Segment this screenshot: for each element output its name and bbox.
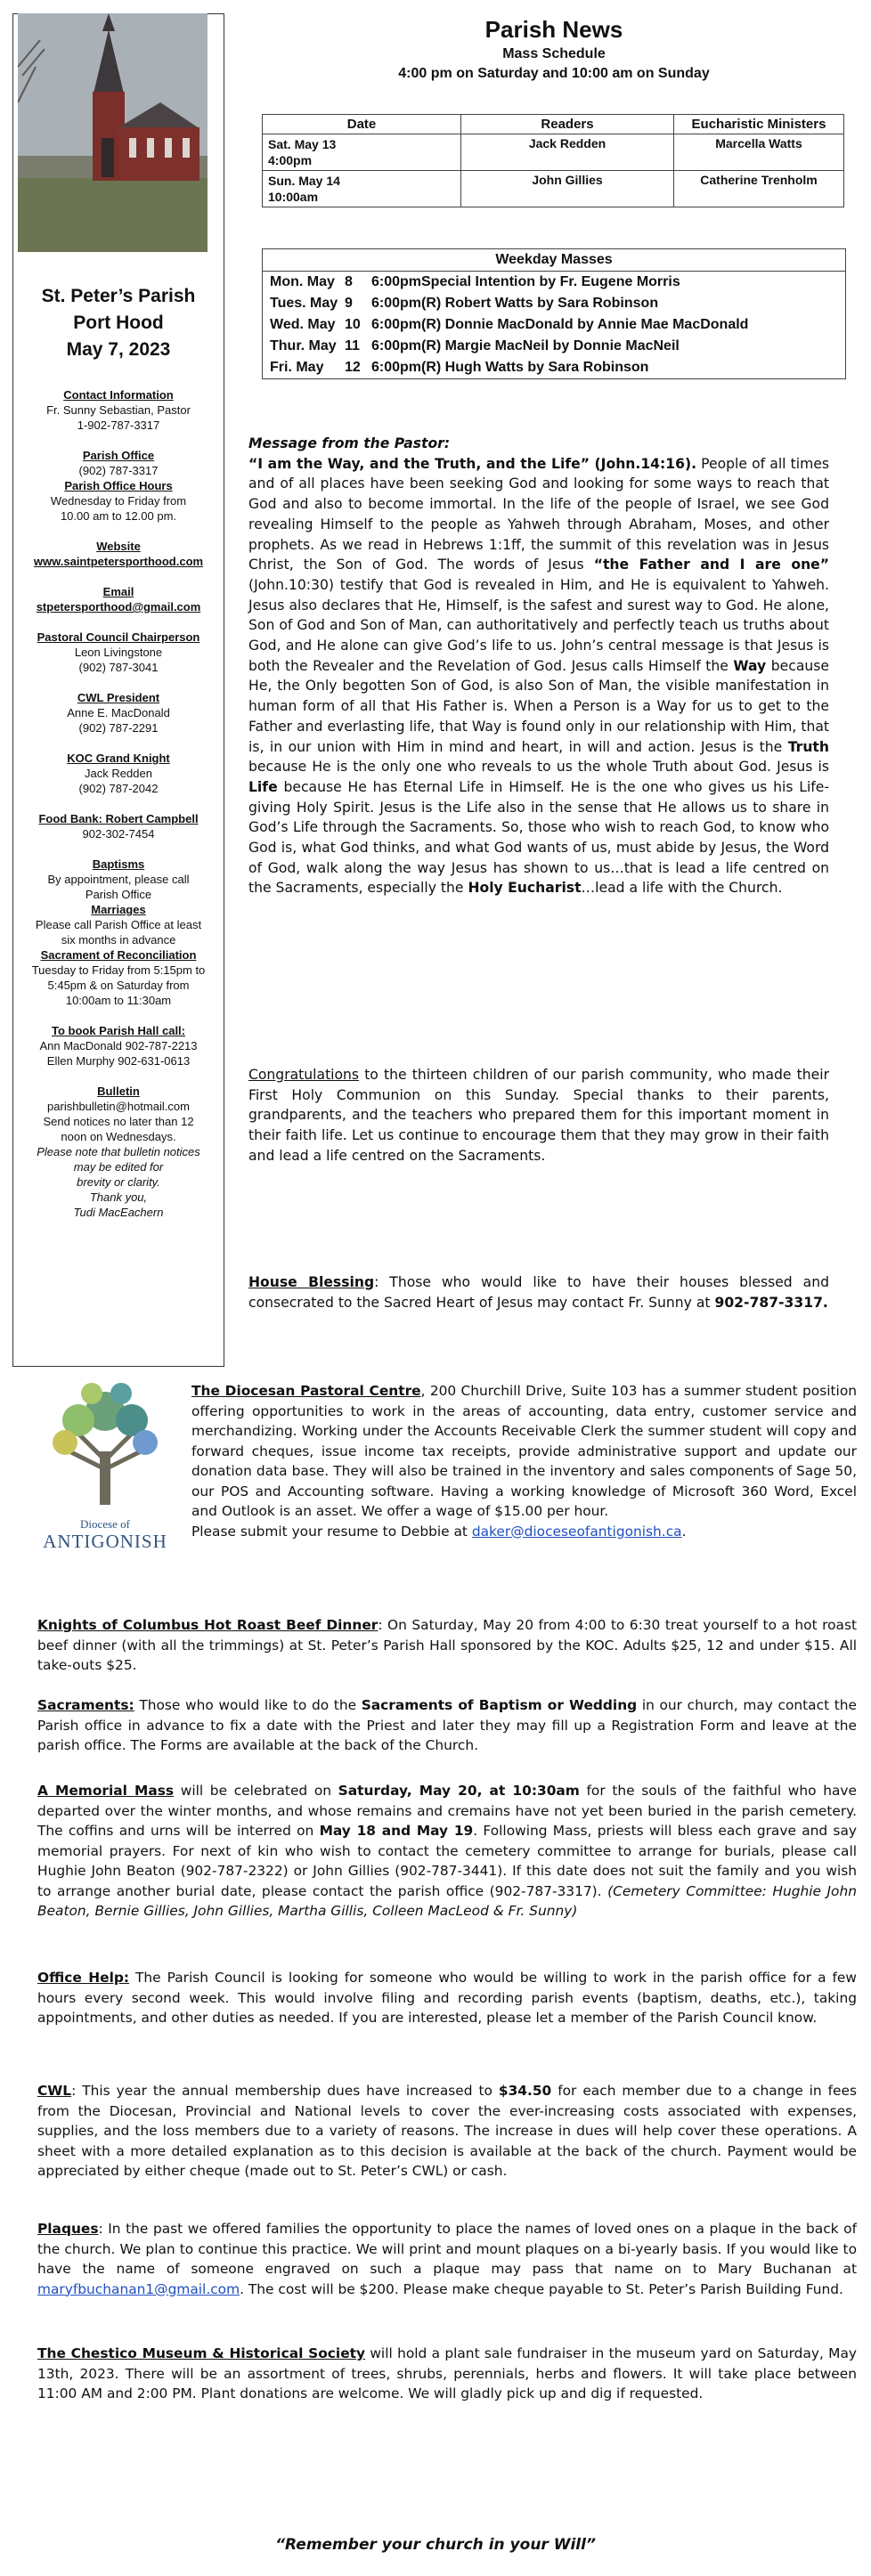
hall-line: Ellen Murphy 902-631-0613 bbox=[46, 1054, 191, 1068]
sacraments-notice: Sacraments: Those who would like to do the Sacraments of Baptism or Wedding in our church, may contact the Parish office in advance to fix a date with the Priest and later they may fill up a Registration Form and leave at the parish office. The Forms are available at the back of the Church. bbox=[37, 1697, 857, 1753]
hall-heading: To book Parish Hall call: bbox=[51, 1024, 185, 1037]
bulletin-date: May 7, 2023 bbox=[66, 339, 171, 360]
museum-notice: The Chestico Museum & Historical Society will hold a plant sale fundraiser in the museum yard on Saturday, May 13th, 2023. There will be an assortment of trees, shrubs, perennials, herbs and flowers. It will take place between 11:00 AM and 2:00 PM. Plant donations are welcome. We will gladly pick up and dig if requested. bbox=[37, 2345, 857, 2401]
foodbank-phone: 902-302-7454 bbox=[82, 827, 155, 841]
reconciliation-line: Tuesday to Friday from 5:15pm to bbox=[31, 963, 206, 977]
church-image bbox=[18, 13, 208, 252]
plaques-notice: Plaques: In the past we offered families the opportunity to place the names of loved ones on a plaque in the back of the church. We plan to continue this practice. We will print and mount plaques on a bi-yearly basis. If you would like to have the name of someone engraved on such a plaque may pass that name on to Mary Buchanan at maryfbuchanan1@gmail.com. The cost will be $200. Please make cheque payable to St. Peter’s Parish Building Fund. bbox=[37, 2221, 857, 2297]
council-heading: Pastoral Council Chairperson bbox=[37, 630, 200, 644]
cwl-heading-main: CWL bbox=[37, 2083, 72, 2099]
bulletin-line: Send notices no later than 12 bbox=[43, 1115, 194, 1128]
office-help-notice: Office Help: The Parish Council is looking for someone who would be willing to work in the parish office for a few hours every second week. This would involve filing and recording parish events (baptism, deaths, etc.), taking appointments, and other duties as needed. If you are interested, please let a member of the Parish Council know. bbox=[37, 1970, 857, 2026]
footer-quote: “Remember your church in your Will” bbox=[275, 2536, 596, 2554]
tree-logo-icon bbox=[34, 1380, 176, 1514]
hours-line: Wednesday to Friday from bbox=[50, 494, 187, 508]
diocese-logo bbox=[34, 1380, 176, 1554]
table-row bbox=[263, 134, 844, 171]
minister-cell: Marcella Watts bbox=[674, 134, 844, 171]
minister-cell: Catherine Trenholm bbox=[674, 171, 844, 207]
office-help-heading: Office Help: bbox=[37, 1970, 130, 1986]
marriages-line: Please call Parish Office at least bbox=[35, 918, 202, 931]
bulletin-note: may be edited for bbox=[73, 1160, 164, 1174]
koc-heading: KOC Grand Knight bbox=[67, 752, 170, 765]
diocesan-email-link[interactable]: daker@dioceseofantigonish.ca bbox=[471, 1523, 682, 1540]
list-item: Mon. May 8 6:00pm Special Intention by Fr. Eugene Morris bbox=[270, 274, 680, 289]
website-heading: Website bbox=[96, 540, 141, 553]
bulletin-line: parishbulletin@hotmail.com bbox=[47, 1100, 190, 1113]
logo-line-1: Diocese of bbox=[80, 1517, 130, 1531]
council-line: Leon Livingstone bbox=[74, 646, 163, 659]
baptisms-line: Parish Office bbox=[85, 888, 152, 901]
foodbank-heading: Food Bank: Robert Campbell bbox=[38, 812, 199, 825]
koc-dinner-text: : On Saturday, May 20 from 4:00 to 6:30 treat yourself to a hot roast beef dinner (with all the trimmings) at St. Peter’s Parish Hall sponsored by the KOC. Adults $25, 12 and under $15. All take-outs $25. bbox=[37, 1617, 858, 1673]
pastor-body: “I am the Way, and the Truth, and the Life” (John.14:16). People of all times and of all places have been seeking God and looking for some ways to reach that God and also to become immortal. In the life of the people of Israel, we see God revealing Himself to the people as Yahweh through Abraham, Moses, and other prophets. As we read in Hebrews 1:1ff, the summit of this revelation was in Jesus Christ, the Son of God. The words of Jesus “the Father and I are one” (John.10:30) testify that God is revealed in Him, and He is equivalent to Yahweh. Jesus also declares that He, Himself, is the safest and surest way to God. He alone, Son of God and Son of Man, can authoritatively and perfectly teach us truths about God, and He alone can give God’s life to us. John’s central message is that Jesus is both the Revealer and the Revelation of God. Jesus calls Himself the Way because He, the Only begotten Son of God, is also Son of Man, the visible manifestation in human form of all that His Father is. When a Person is a Way for us to get to the Father and everlasting life, that Way is found only in our relationship with Him, that is, in our union with Him in mind and heart, in will and action. Jesus is the Truth because He is the only one who reveals to us the whole Truth about God. Jesus is Life because He has Eternal Life in Himself. He is the one who gives us his Life-giving Holy Spirit. Jesus is the Life also in the sense that He allows us to share in God’s Life through the Sacraments. So, those who wish to reach God, to know who God is, what God thinks, and what God wants of us, must abide by Jesus, the Word of God, walk along the way Jesus has shown to us…that is lead a life centred on the Sacraments, especially the Holy Eucharist…lead a life with the Church. bbox=[248, 455, 830, 897]
website-link[interactable]: www.saintpetersporthood.com bbox=[33, 555, 204, 568]
list-item: Thur. May 11 6:00pm (R) Margie MacNeil by Donnie MacNeil bbox=[270, 338, 680, 353]
column-header: Date bbox=[263, 115, 461, 134]
column-header: Readers bbox=[461, 115, 674, 134]
cwl-line: Anne E. MacDonald bbox=[67, 706, 170, 719]
koc-dinner-heading: Knights of Columbus Hot Roast Beef Dinner bbox=[37, 1617, 379, 1633]
marriages-heading: Marriages bbox=[91, 903, 146, 916]
bulletin-note: brevity or clarity. bbox=[77, 1175, 160, 1189]
memorial-mass-notice: A Memorial Mass will be celebrated on Saturday, May 20, at 10:30am for the souls of the faithful who have departed over the winter months, and whose remains and cremains have not yet been buried in the parish cemetery. The coffins and urns will be interred on May 18 and May 19. Following Mass, priests will bless each grave and say memorial prayers. For next of kin who wish to contact the cemetery committee to arrange for burials, please call Hughie John Beaton (902-787-2322) or John Gillies (902-787-3441). If this date does not suit the family and you wish to arrange another burial date, please contact the parish office (902-787-3317). (Cemetery Committee: Hughie John Beaton, Bernie Gillies, John Gillies, Martha Gillis, Colleen MacLeod & Fr. Sunny) bbox=[37, 1783, 857, 1919]
logo-line-2: ANTIGONISH bbox=[43, 1531, 167, 1552]
church-photo bbox=[18, 13, 208, 252]
blessing-text: : Those who would like to have their houses blessed and consecrated to the Sacred Heart of Jesus may contact Fr. Sunny at bbox=[248, 1274, 829, 1311]
office-heading: Parish Office bbox=[82, 449, 155, 462]
hours-heading: Parish Office Hours bbox=[64, 479, 173, 492]
column-header: Eucharistic Ministers bbox=[674, 115, 844, 134]
readers-header-row bbox=[263, 115, 844, 134]
cwl-notice: CWL: This year the annual membership dues have increased to $34.50 for each member due to a change in fees from the Diocesan, Provincial and National levels to cover the ever-increasing costs associated with expenses, supplies, and the loss members due to a variety of reasons. The increase in dues will help cover these operations. A sheet with a more detailed explanation as to this decision is available at the back of the church. Payment would be appreciated by either cheque (made out to St. Peter’s CWL) or cash. bbox=[37, 2083, 857, 2179]
diocesan-text: , 200 Churchill Drive, Suite 103 has a summer student position offering opportunities to work in the areas of accounting, data entry, customer service and merchandizing. Working under the Accounts Receivable Clerk the summer student will copy and forward cheques, issue income tax receipts, provide administrative support and update our donation data base. They will also be trained in the inventory and sales components of Sage 50, our POS and Accounting software. Having a working knowledge of Microsoft 360 Word, Excel and Outlook is an asset. We offer a wage of $15.00 per hour. bbox=[191, 1383, 857, 1519]
mass-times: 4:00 pm on Saturday and 10:00 am on Sunday bbox=[398, 66, 710, 81]
mass-schedule-heading: Mass Schedule bbox=[502, 46, 606, 61]
koc-line: (902) 787-2042 bbox=[78, 782, 159, 795]
weekday-heading: Weekday Masses bbox=[263, 249, 845, 272]
reconciliation-heading: Sacrament of Reconciliation bbox=[40, 948, 197, 962]
sidebar-contacts bbox=[12, 387, 224, 1220]
cwl-line: (902) 787-2291 bbox=[78, 721, 159, 735]
congrats-heading: Congratulations bbox=[248, 1067, 360, 1083]
reader-cell: Jack Redden bbox=[461, 134, 674, 171]
contact-line: Fr. Sunny Sebastian, Pastor bbox=[46, 403, 191, 417]
list-item: Tues. May 9 6:00pm (R) Robert Watts by Sara Robinson bbox=[270, 296, 659, 311]
table-row bbox=[263, 171, 844, 207]
blessing-heading: House Blessing bbox=[248, 1274, 375, 1290]
parish-name: St. Peter’s Parish bbox=[41, 286, 196, 306]
contact-line: 1-902-787-3317 bbox=[77, 418, 160, 432]
list-item: Fri. May 12 6:00pm (R) Hugh Watts by Sara Robinson bbox=[270, 360, 649, 375]
bulletin-heading: Bulletin bbox=[97, 1085, 140, 1098]
sacraments-heading: Sacraments: bbox=[37, 1697, 134, 1713]
pastor-message bbox=[248, 434, 829, 898]
bulletin-note: Tudi MacEachern bbox=[73, 1206, 164, 1219]
hours-line: 10.00 am to 12.00 pm. bbox=[60, 509, 177, 523]
reconciliation-line: 5:45pm & on Saturday from bbox=[47, 979, 190, 992]
cwl-heading: CWL President bbox=[77, 691, 160, 704]
memorial-heading: A Memorial Mass bbox=[37, 1783, 175, 1799]
parish-town: Port Hood bbox=[73, 313, 164, 333]
bulletin-note: Please note that bulletin notices bbox=[37, 1145, 200, 1158]
email-heading: Email bbox=[102, 585, 134, 598]
list-item: Wed. May 10 6:00pm (R) Donnie MacDonald by Annie Mae MacDonald bbox=[270, 317, 749, 332]
diocesan-notice: The Diocesan Pastoral Centre, 200 Churchill Drive, Suite 103 has a summer student position offering opportunities to work in the areas of accounting, data entry, customer service and merchandizing. Working under the Accounts Receivable Clerk the summer student will copy and forward cheques, issue income tax receipts, provide administrative support and update our donation data base. They will also be trained in the inventory and sales components of Sage 50, our POS and Accounting software. Having a working knowledge of Microsoft 360 Word, Excel and Outlook is an asset. We offer a wage of $15.00 per hour. Please submit your resume to Debbie at daker@dioceseofantigonish.ca. bbox=[191, 1383, 857, 1540]
page-header bbox=[249, 14, 859, 84]
office-phone: (902) 787-3317 bbox=[78, 464, 159, 477]
date-cell: Sun. May 14 10:00am bbox=[263, 171, 461, 207]
readers-table bbox=[262, 114, 844, 207]
baptisms-line: By appointment, please call bbox=[47, 873, 190, 886]
email-link[interactable]: stpetersporthood@gmail.com bbox=[36, 600, 201, 614]
baptisms-heading: Baptisms bbox=[92, 857, 145, 871]
koc-dinner-notice bbox=[37, 1615, 857, 1676]
diocesan-resume: Please submit your resume to Debbie at bbox=[191, 1523, 472, 1540]
contact-heading: Contact Information bbox=[63, 388, 174, 402]
blessing-phone: 902-787-3317. bbox=[714, 1294, 828, 1311]
museum-heading: The Chestico Museum & Historical Society bbox=[37, 2345, 366, 2361]
house-blessing-notice bbox=[248, 1272, 829, 1312]
date-cell: Sat. May 13 4:00pm bbox=[263, 134, 461, 171]
bulletin-note: Thank you, bbox=[89, 1190, 148, 1204]
plaques-email-link[interactable]: maryfbuchanan1@gmail.com bbox=[37, 2280, 240, 2297]
marriages-line: six months in advance bbox=[61, 933, 176, 947]
koc-line: Jack Redden bbox=[85, 767, 152, 780]
council-line: (902) 787-3041 bbox=[78, 661, 159, 674]
page-title: Parish News bbox=[484, 16, 623, 43]
reconciliation-line: 10:00am to 11:30am bbox=[65, 994, 172, 1007]
diocesan-heading: The Diocesan Pastoral Centre bbox=[191, 1383, 421, 1399]
bulletin-line: noon on Wednesdays. bbox=[61, 1130, 176, 1143]
congrats-text: to the thirteen children of our parish community, who made their First Holy Communion on this Sunday. Special thanks to their parents, grandparents, and the teachers who prepared them for this important moment in their faith life. Let us continue to encourage them that they may grow in their faith and lead a life centred on the Sacraments. bbox=[248, 1067, 829, 1164]
plaques-heading: Plaques bbox=[37, 2221, 99, 2237]
hall-line: Ann MacDonald 902-787-2213 bbox=[39, 1039, 198, 1052]
weekday-masses bbox=[262, 248, 846, 379]
reader-cell: John Gillies bbox=[461, 171, 674, 207]
congratulations-notice bbox=[248, 1065, 829, 1166]
pastor-heading: Message from the Pastor: bbox=[248, 435, 451, 451]
